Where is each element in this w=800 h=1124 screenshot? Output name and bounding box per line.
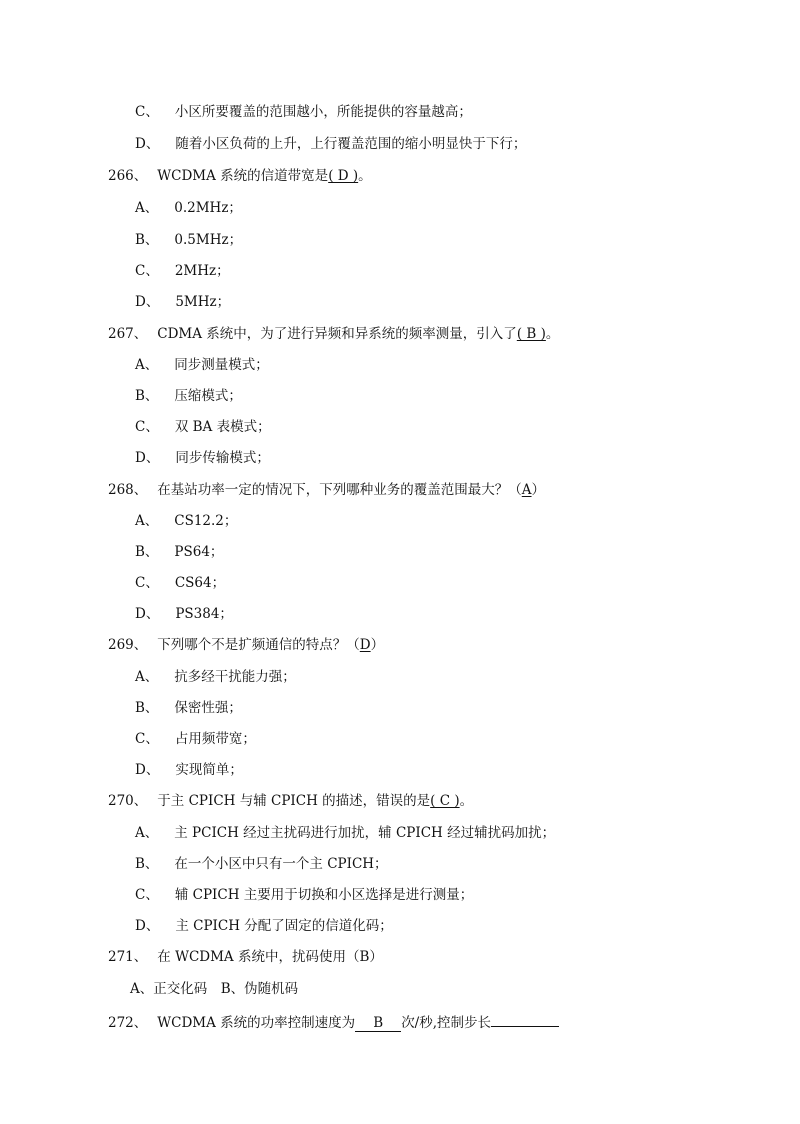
option-label: D、 [135,918,160,934]
option-text: 实现简单； [175,762,243,778]
option-label: B、 [135,232,159,248]
question-number: 267、 [108,326,148,342]
question-suffix: 。 [459,793,474,809]
option-label: D、 [135,450,160,466]
option-line [135,855,388,873]
option-line [135,886,473,904]
option-text: 5MHz； [175,294,231,310]
option-line [135,199,242,217]
option-line [135,356,269,374]
option-text: 2MHz； [174,263,230,279]
question-number: 270、 [108,793,148,809]
question-267 [108,325,559,343]
option-text: 同步传输模式； [175,450,270,466]
option-text: 占用频带宽； [174,731,256,747]
option-text: 在一个小区中只有一个主 CPICH； [174,856,388,872]
question-number: 272、 [108,1015,148,1031]
option-text: A、正交化码 B、伪随机码 [130,981,299,997]
question-271 [108,948,383,966]
question-text: WCDMA 系统的信道带宽是 [157,168,329,184]
option-text: CS12.2； [174,513,238,529]
question-suffix: 。 [358,168,372,184]
option-text: PS384； [175,606,233,622]
question-text: 下列哪个不是扩频通信的特点？（ [157,637,360,653]
option-label: A、 [135,669,159,685]
option-line [135,761,243,779]
option-line [135,449,270,467]
option-line [135,605,233,623]
option-text: PS64； [174,544,224,560]
option-text: 双 BA 表模式； [174,419,271,435]
option-label: D、 [135,136,160,152]
answer-marker: ( B ) [516,326,546,342]
option-text: 随着小区负荷的上升，上行覆盖范围的缩小明显快于下行； [175,136,527,152]
option-label: C、 [135,263,159,279]
question-number: 268、 [108,482,148,498]
fill-blank: B [355,1016,401,1032]
option-text: 抗多经干扰能力强； [174,669,296,685]
option-line [135,543,223,561]
question-suffix: ） [531,482,546,498]
option-label: B、 [135,388,159,404]
option-label: B、 [135,544,159,560]
option-line [135,418,271,436]
option-label: B、 [135,856,159,872]
option-line [135,917,393,935]
question-number: 269、 [108,637,148,653]
question-text: CDMA 系统中，为了进行异频和异系统的频率测量，引入了 [157,326,517,342]
option-label: C、 [135,731,159,747]
option-label: C、 [135,419,159,435]
answer-marker: A [521,482,532,498]
answer-marker: ( D ) [328,168,359,184]
question-270 [108,792,473,810]
option-label: A、 [135,825,159,841]
question-number: 266、 [108,168,148,184]
option-line [130,980,298,998]
question-suffix: 。 [545,326,560,342]
option-text: 0.5MHz； [174,232,243,248]
option-line [135,668,296,686]
question-suffix: ） [370,637,385,653]
option-label: A、 [135,513,159,529]
option-line [135,231,242,249]
option-line [135,699,242,717]
option-text: 保密性强； [174,700,242,716]
fill-blank [491,1011,559,1027]
question-266 [108,167,372,185]
question-text: WCDMA 系统的功率控制速度为 [157,1015,356,1031]
option-text: 同步测量模式； [174,357,269,373]
question-269 [108,636,384,654]
option-text: 主 PCICH 经过主扰码进行加扰，辅 CPICH 经过辅扰码加扰； [174,825,556,841]
option-line [135,387,242,405]
option-text: 辅 CPICH 主要用于切换和小区选择是进行测量； [174,887,474,903]
answer-marker: ( C ) [430,793,460,809]
question-text: 在 WCDMA 系统中，扰码使用（B） [157,949,383,965]
option-label: B、 [135,700,159,716]
option-text: CS64； [174,575,226,591]
option-text: 小区所要覆盖的范围越小，所能提供的容量越高； [174,104,472,120]
answer-marker: D [359,637,371,653]
option-text: 0.2MHz； [174,200,242,216]
option-label: C、 [135,104,159,120]
question-text: 于主 CPICH 与辅 CPICH 的描述，错误的是 [157,793,431,809]
option-text: 主 CPICH 分配了固定的信道化码； [175,918,393,934]
option-label: A、 [135,200,159,216]
option-label: D、 [135,294,160,310]
option-label: C、 [135,887,159,903]
question-text: 在基站功率一定的情况下，下列哪种业务的覆盖范围最大？（ [157,482,522,498]
option-line [135,262,230,280]
question-268 [108,481,545,499]
option-line [135,574,225,592]
option-label: D、 [135,762,160,778]
option-label: C、 [135,575,159,591]
option-line [135,824,555,842]
question-number: 271、 [108,949,148,965]
option-line [135,103,472,121]
option-line [135,512,237,530]
option-line [135,730,256,748]
option-label: A、 [135,357,159,373]
option-text: 压缩模式； [174,388,242,404]
option-label: D、 [135,606,160,622]
option-line [135,135,526,153]
question-text-middle: 次/秒,控制步长 [401,1015,492,1031]
question-272 [108,1011,559,1032]
option-line [135,293,230,311]
